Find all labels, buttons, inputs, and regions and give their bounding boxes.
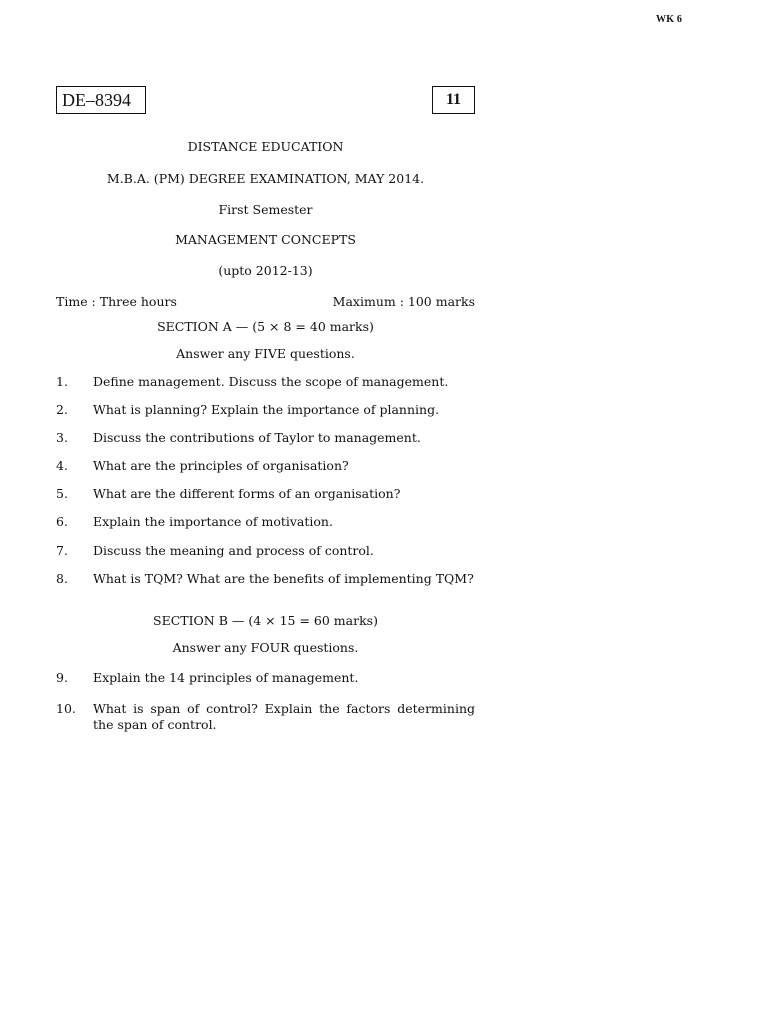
section-a-instruction: Answer any FIVE questions. — [176, 346, 355, 361]
question-text: What is planning? Explain the importance of planning. — [93, 402, 440, 417]
corner-tag: WK 6 — [656, 14, 683, 25]
time-allowed: Time : Three hours — [56, 294, 177, 309]
question-number: 2. — [56, 402, 68, 417]
question-text: Discuss the contributions of Taylor to management. — [93, 430, 421, 445]
question-number: 4. — [56, 458, 68, 473]
question-item — [56, 458, 475, 474]
section-b-title: SECTION B — (4 × 15 = 60 marks) — [153, 613, 378, 628]
question-item — [56, 374, 475, 390]
exam-mode: DISTANCE EDUCATION — [187, 139, 344, 154]
question-item — [56, 701, 475, 733]
question-number: 1. — [56, 374, 68, 389]
question-number: 8. — [56, 571, 68, 586]
question-number: 6. — [56, 514, 68, 529]
question-text: Explain the 14 principles of management. — [93, 670, 359, 685]
question-number: 9. — [56, 670, 68, 685]
exam-semester: First Semester — [218, 202, 313, 217]
question-text: What is span of control? Explain the factors determining the span of control. — [93, 701, 475, 732]
exam-scheme: (upto 2012-13) — [218, 263, 313, 278]
maximum-marks: Maximum : 100 marks — [332, 294, 475, 309]
question-item — [56, 486, 475, 502]
section-b-instruction: Answer any FOUR questions. — [172, 640, 359, 655]
question-text: What is TQM? What are the benefits of implementing TQM? — [93, 571, 474, 586]
question-number: 10. — [56, 701, 76, 716]
question-item — [56, 514, 475, 530]
question-text: Explain the importance of motivation. — [93, 514, 333, 529]
question-number: 5. — [56, 486, 68, 501]
question-item — [56, 430, 475, 446]
question-item — [56, 543, 475, 559]
question-number: 7. — [56, 543, 68, 558]
page-number-box: 11 — [432, 86, 475, 114]
question-item — [56, 670, 475, 686]
question-text: Discuss the meaning and process of control. — [93, 543, 374, 558]
question-number: 3. — [56, 430, 68, 445]
exam-subject: MANAGEMENT CONCEPTS — [175, 232, 356, 247]
question-item — [56, 571, 475, 587]
paper-code-box: DE–8394 — [56, 86, 146, 114]
question-text: What are the principles of organisation? — [93, 458, 349, 473]
question-item — [56, 402, 475, 418]
exam-degree: M.B.A. (PM) DEGREE EXAMINATION, MAY 2014. — [106, 171, 425, 186]
time-marks-row — [56, 294, 475, 309]
question-text: What are the different forms of an organisation? — [93, 486, 401, 501]
section-a-title: SECTION A — (5 × 8 = 40 marks) — [157, 319, 374, 334]
question-text: Define management. Discuss the scope of management. — [93, 374, 449, 389]
